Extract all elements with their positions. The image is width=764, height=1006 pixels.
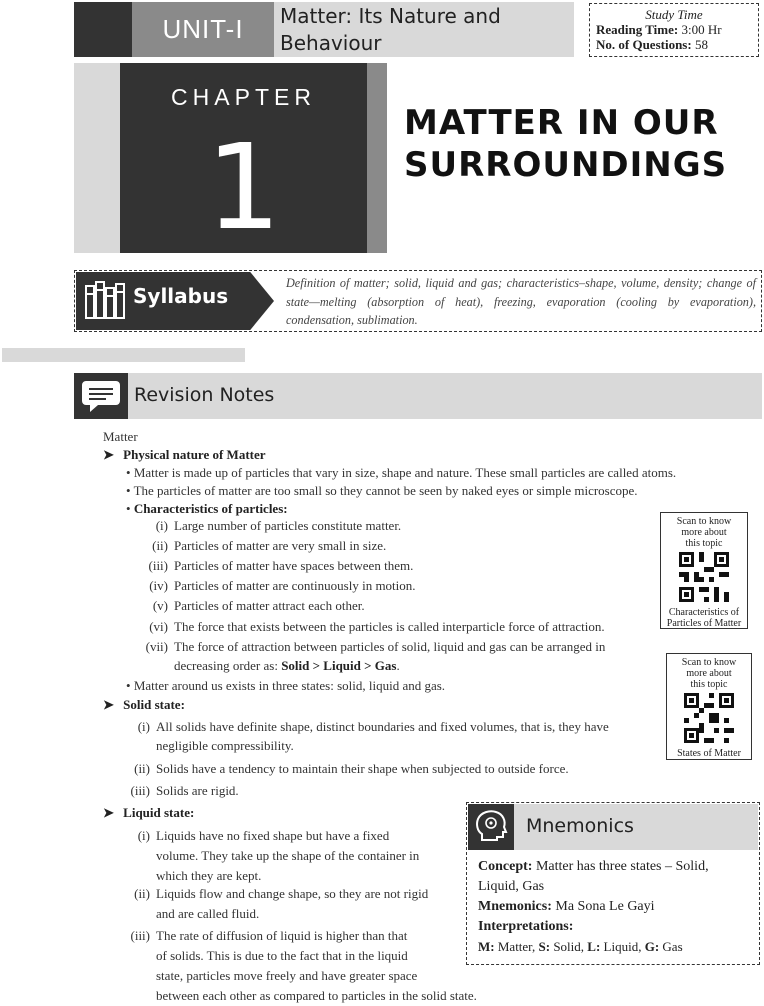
chapter-word: CHAPTER (171, 84, 316, 110)
solid-state-text: Solid state: (123, 697, 185, 712)
liquid-item-line: and are called fluid. (156, 906, 260, 921)
characteristics-heading: Characteristics of particles: (133, 501, 288, 516)
concept-label: Concept: (478, 859, 533, 874)
solid-item-num: (iii) (130, 783, 150, 798)
unit-label: UNIT-I (162, 14, 244, 44)
interp-val: Liquid, (603, 939, 642, 954)
chapter-title (404, 102, 727, 186)
unit-dark-block (74, 2, 132, 57)
interp-val: Matter, (497, 939, 536, 954)
questions-value: 58 (694, 37, 708, 52)
reading-time-value: 3:00 Hr (681, 22, 722, 37)
mnemonic-label: Mnemonics: (478, 899, 552, 914)
qr-caption: States of Matter (677, 748, 741, 759)
char-item-6 (140, 617, 605, 637)
solid-item-num: (ii) (134, 761, 150, 776)
liquid-item-line: state, particles move freely and have greater space (156, 968, 418, 983)
liquid-item-line: of solids. This is due to the fact that in the liquid (156, 948, 408, 963)
unit-title-box (274, 2, 574, 57)
qr-code-icon[interactable] (684, 693, 734, 743)
liquid-state-heading (103, 803, 194, 823)
arrow-bullet-icon: ➤ (103, 805, 114, 820)
qr-code-icon[interactable] (679, 552, 729, 602)
chapter-number: 1 (205, 118, 282, 256)
questions-row (596, 37, 758, 52)
qr-box-states (666, 653, 752, 760)
interp-key: G: (644, 939, 660, 954)
mnemonic-row (478, 897, 756, 917)
bullet-characteristics: • Characteristics of particles: (126, 501, 288, 516)
solid-item-text: Solids are rigid. (156, 783, 239, 798)
chapter-right-strip (367, 63, 387, 253)
mnemonic-text: Ma Sona Le Gayi (555, 899, 655, 914)
liquid-item-line: The rate of diffusion of liquid is higher than that (156, 928, 408, 943)
solid-item-text: Solids have a tendency to maintain their shape when subjected to outside force. (156, 761, 569, 776)
bullet-small: • The particles of matter are too small so they cannot be seen by naked eyes or simple microscope. (126, 483, 638, 498)
interpretations-label: Interpretations: (478, 919, 574, 934)
chapter-title-line2: SURROUNDINGS (404, 145, 728, 185)
char-item-text: Particles of matter are continuously in motion. (174, 578, 416, 593)
char-item-num: (ii) (152, 538, 168, 553)
char-item-num: (iii) (148, 558, 168, 573)
study-time-title: Study Time (645, 7, 703, 22)
solid-item-3 (124, 781, 239, 801)
qr-caption: Scan to know (681, 657, 737, 668)
liquid-item-line: Liquids have no fixed shape but have a fixed (156, 828, 390, 843)
char-item-num: (iv) (149, 578, 168, 593)
books-icon (84, 278, 128, 322)
unit-title-line1: Matter: Its Nature and (280, 4, 501, 28)
char-item-7 (140, 637, 605, 657)
interp-val: Solid, (553, 939, 585, 954)
char-item-text: Particles of matter are very small in size. (174, 538, 387, 553)
qr-caption: more about (686, 668, 732, 679)
char-item-text: Large number of particles constitute matter. (174, 518, 402, 533)
char-item-num: (v) (152, 598, 168, 613)
qr-caption: this topic (685, 538, 723, 549)
solid-item-text: All solids have definite shape, distinct boundaries and fixed volumes, that is, they have (156, 719, 609, 734)
liquid-item-num: (ii) (134, 886, 150, 901)
reading-time-label: Reading Time: (596, 22, 679, 37)
bullet-three-states: • Matter around us exists in three states: solid, liquid and gas. (126, 678, 446, 693)
char-item-4 (140, 576, 416, 596)
divider-strip (2, 348, 245, 362)
arrow-bullet-icon: ➤ (103, 697, 114, 712)
mnemonics-icon-box (468, 804, 514, 850)
concept-row (478, 857, 756, 877)
solid-item-1-cont: negligible compressibility. (156, 738, 294, 753)
qr-caption: Particles of Matter (666, 618, 742, 629)
states-order: Solid > Liquid > Gas (281, 658, 397, 673)
brain-head-icon (468, 804, 514, 850)
chapter-title-line1: MATTER IN OUR (404, 103, 719, 143)
study-time-box (589, 3, 759, 57)
unit-label-box (132, 2, 274, 57)
concept-text2: Liquid, Gas (478, 879, 545, 894)
char-item-num: (i) (155, 518, 168, 533)
liquid-item-2 (124, 884, 460, 924)
char-item-text: Particles of matter have spaces between them. (174, 558, 414, 573)
interpretations-row (478, 917, 756, 937)
reading-time-row (596, 22, 758, 37)
char-item-num: (vii) (145, 639, 168, 654)
revision-notes-icon-box (74, 373, 128, 419)
char-item-text: The force that exists between the particles is called interparticle force of attraction. (174, 619, 605, 634)
bullet-atoms: • Matter is made up of particles that vary in size, shape and nature. These small particles are called atoms. (126, 465, 677, 480)
liquid-item-1 (124, 826, 460, 886)
liquid-item-line: Liquids flow and change shape, so they are not rigid (156, 886, 429, 901)
mnemonics-body (478, 857, 756, 957)
char-item-text2: decreasing order as: (174, 658, 278, 673)
char-item-5 (140, 596, 365, 616)
solid-item-num: (i) (137, 719, 150, 734)
bullet-small-text: The particles of matter are too small so they cannot be seen by naked eyes or simple microscope. (133, 483, 638, 498)
char-item-7-cont (174, 656, 400, 676)
speech-bubble-icon (74, 373, 128, 419)
interpretations-values (478, 937, 756, 957)
syllabus-label: Syllabus (133, 284, 229, 308)
unit-title-line2: Behaviour (280, 31, 382, 55)
solid-item-1 (124, 717, 609, 737)
concept-text: Matter has three states – Solid, (535, 859, 709, 874)
arrow-bullet-icon: ➤ (103, 447, 114, 462)
char-item-num: (vi) (149, 619, 168, 634)
char-item-3 (140, 556, 413, 576)
section-matter: Matter (103, 429, 138, 444)
chapter-left-strip (74, 63, 120, 253)
qr-caption: more about (681, 527, 727, 538)
char-item-end: . (396, 658, 400, 673)
syllabus-text: Definition of matter; solid, liquid and gas; characteristics–shape, volume, density; change of state—melting (absorption of heat), freezing, evaporation (cooling by evaporation), condensation, sublimation. (286, 276, 756, 327)
char-item-text: The force of attraction between particles of solid, liquid and gas can be arranged in (174, 639, 606, 654)
bullet-atoms-text: Matter is made up of particles that vary in size, shape and nature. These small particles are called atoms. (133, 465, 677, 480)
liquid-state-text: Liquid state: (123, 805, 195, 820)
interp-val: Gas (662, 939, 683, 954)
interp-key: M: (478, 939, 495, 954)
physical-nature-text: Physical nature of Matter (123, 447, 266, 462)
solid-state-heading (103, 695, 185, 715)
unit-title (274, 2, 574, 57)
qr-caption: Characteristics of (668, 607, 740, 618)
interp-key: S: (538, 939, 551, 954)
questions-label: No. of Questions: (596, 37, 692, 52)
solid-item-2 (124, 759, 569, 779)
liquid-item-num: (i) (137, 828, 150, 843)
char-item-2 (140, 536, 386, 556)
qr-caption: Scan to know (676, 516, 732, 527)
liquid-item-line: which they are kept. (156, 868, 262, 883)
qr-caption: this topic (690, 679, 728, 690)
liquid-item-num: (iii) (130, 928, 150, 943)
bullet-three-states-text: Matter around us exists in three states: solid, liquid and gas. (133, 678, 446, 693)
liquid-item-line: volume. They take up the shape of the container in (156, 848, 420, 863)
liquid-item-line: between each other as compared to particles in the solid state. (156, 988, 477, 1003)
qr-box-characteristics (660, 512, 748, 629)
revision-notes-title: Revision Notes (134, 384, 275, 406)
char-item-text: Particles of matter attract each other. (174, 598, 365, 613)
mnemonics-title: Mnemonics (526, 815, 634, 837)
char-item-1 (140, 516, 401, 536)
interp-key: L: (587, 939, 601, 954)
physical-nature-heading (103, 445, 266, 465)
